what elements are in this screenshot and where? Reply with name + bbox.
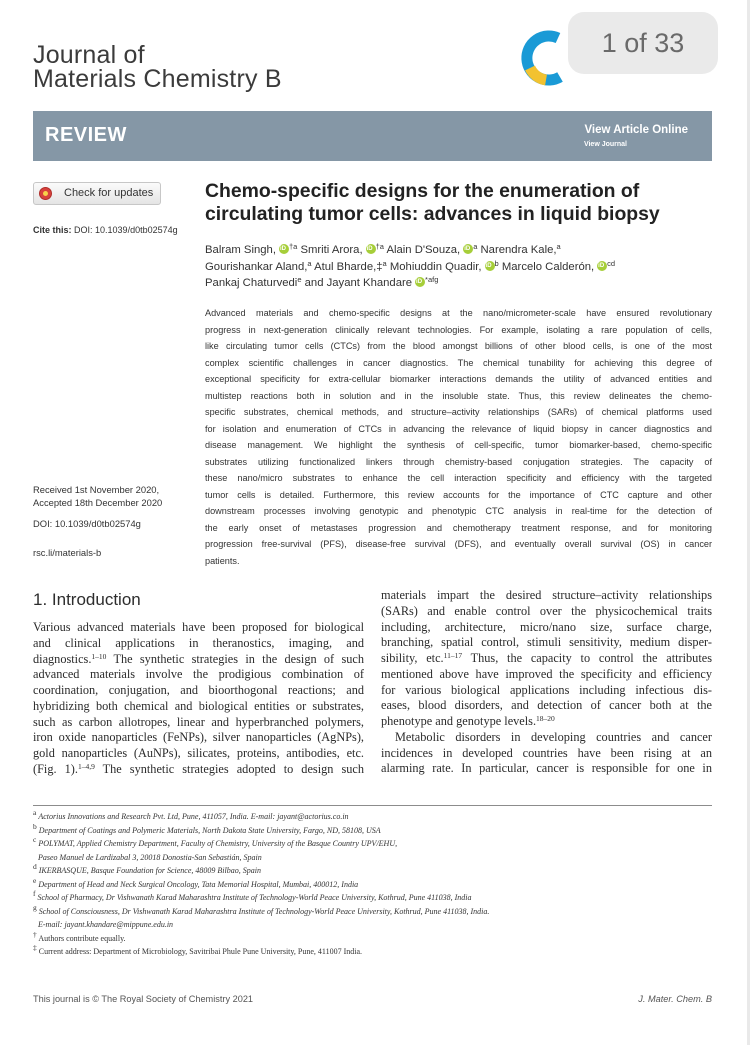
body-column-right [381,588,712,777]
author-affiliation-mark: cd [607,258,616,268]
body-line: such as carbon allotropes, linear and hyperbranched polymers, [33,714,364,729]
view-journal-link[interactable]: View Journal [583,141,627,148]
abstract-line: Advanced materials and chemo-specific designs at the nano/micrometer-scale have ensured revolutionary [205,308,712,318]
citation-ref[interactable]: 1–4,9 [77,761,95,771]
body-line: mentioned above have improved the specificity and efficiency [381,666,712,681]
view-article-online-link[interactable]: View Article Online [584,124,688,136]
abstract-line: for isolation and enumeration of CTCs in advancing the relevance of liquid biopsy in cancer diagnostics and [205,423,712,434]
footnote: † Authors contribute equally. [33,929,126,943]
footnote-mark: b [33,821,37,831]
citation-ref[interactable]: 1–10 [91,651,107,661]
footer-journal-abbrev: J. Mater. Chem. B [638,994,712,1004]
abstract-line: tumor cells is detailed. Furthermore, this review accounts for the importance of CTC capture and other [205,489,712,500]
abstract-line: the early onset of metastases progression and chemotherapy treatment response, and for monitoring [205,522,712,533]
abstract [205,305,712,569]
body-line: Various advanced materials have been proposed for biological [33,620,364,634]
footnote: $^f$ School of Pharmacy, Dr Vishwanath Karad Maharashtra Institute of Technology-World Peace University, Kothrud, Pune 411038, India [33,889,472,902]
orcid-icon[interactable] [279,244,289,254]
author-name: Mohiuddin Quadir, [389,260,482,273]
footnote: $^a$ Actorius Innovations and Research Pvt. Ltd, Pune, 411057, India. E-mail: jayant@actorius.co.in [33,808,349,821]
orcid-icon[interactable] [463,244,473,254]
section-heading: 1. Introduction [33,590,141,609]
footer-copyright: This journal is © The Royal Society of Chemistry 2021 [33,994,254,1004]
body-line: incidences in developed countries have been rising at an [381,745,712,760]
author-name: Atul Bharde,‡ [314,260,383,273]
author-name: Pankaj Chaturvedi [205,277,298,289]
author-name: Marcelo Calderón, [501,260,595,273]
body-line: phenotype and genotype levels.$^{18-20}$ [381,714,555,728]
orcid-icon[interactable] [415,277,425,287]
abstract-line: substrates utilizing functionalized linkers through chemistry-based conjugation strategies. The capacity of [205,456,712,467]
cite-label: Cite this: [33,225,72,235]
author-name: Narendra Kale, [480,244,557,256]
body-line: alarming rate. In particular, cancer is responsible for one in [381,761,712,776]
author-affiliation-mark: a [307,258,312,268]
abstract-line: these nano/micro substrates to enhance the cell interaction specificity and efficiency with the targeted [205,473,712,483]
abstract-line: exceptional specificity for extra-cellular biomarker interactions demands the utility of advanced entities and [205,374,712,384]
footnote-mark: e [33,875,37,885]
body-line: Metabolic disorders in developing countries and cancer [395,729,712,744]
body-line: advanced materials involve the prodigious combination of [33,667,364,682]
author-name: and Jayant Khandare [304,277,413,289]
footnote: $^d$ IKERBASQUE, Basque Foundation for Science, 48009 Bilbao, Spain [33,862,261,875]
author-affiliation-mark: †a [375,242,384,251]
abstract-line: downstream processes involving genotypic and phenotypic CTC analysis in real-time for the detection of [205,506,712,516]
body-line: sibility, etc.$^{11-17}$ Thus, the capacity to control the attributes [381,651,712,665]
footnote: $^g$ School of Consciousness, Dr Vishwanath Karad Maharashtra Institute of Technology-World Peace University, Kothrud, Pune 411038, India. [33,902,490,916]
footnote: E-mail: jayant.khandare@mippune.edu.in [38,920,174,929]
abstract-line: progression free-survival (PFS), disease-free survival (DFS), and eventually overall survival (OS) in cancer [205,539,712,549]
citation-ref[interactable]: 11–17 [443,651,463,660]
body-line: eases, blood disorders, and detection of cancer both at the [381,698,712,713]
body-column-left [33,620,364,778]
author-name: Smriti Arora, [300,244,363,256]
body-line: (Fig. 1).$^{1-4,9}$ The synthetic strategies adopted to design such [33,761,364,776]
journal-link[interactable]: rsc.li/materials-b [33,547,102,558]
author-list [205,242,710,292]
footnote: $^c$ POLYMAT, Applied Chemistry Department, Faculty of Chemistry, University of the Basque Country UPV/EHU, [33,835,398,848]
author-affiliation-mark: *afg [425,275,439,284]
journal-title [33,43,282,91]
abstract-line: specific substrates, chemical methods, and structure–activity relationships (SARs) of chemical platforms used [205,407,712,417]
footnote-divider [33,805,712,806]
orcid-icon[interactable] [485,261,495,271]
author-affiliation-mark: a [556,242,561,251]
citation-ref[interactable]: 18–20 [536,714,555,723]
orcid-icon[interactable] [366,244,376,254]
received-date: Received 1st November 2020, [33,484,160,495]
footnote-mark: d [33,862,37,871]
page-indicator: 1 of 33 [568,12,718,74]
author-affiliation-mark: e [297,275,302,284]
review-banner [33,111,712,161]
body-line: and clinical applications in theranostics, imaging, and [33,635,364,650]
body-line: for various biological applications including infectious dis- [381,682,712,697]
article-title [205,180,705,226]
footnote-mark: f [33,889,36,898]
crossmark-icon [39,187,52,200]
body-line: including, architecture, micro/nano size, surface charge, [381,619,712,634]
author-name: Gourishankar Aland, [205,260,308,273]
check-for-updates-button[interactable] [33,182,161,205]
cite-this [33,225,178,235]
abstract-line: multistep reactions both in solution and in the insoluble state. Thus, this review delineates the chemo- [205,390,712,401]
author-affiliation-mark: a [382,258,387,268]
body-line: diagnostics.$^{1-10}$ The synthetic strategies in the design of such [33,651,364,666]
author-name: Balram Singh, [205,244,276,256]
body-line: branching, spatial control, stimuli sensitivity, medium disper- [381,635,712,650]
received-accepted [33,483,162,509]
orcid-icon[interactable] [597,261,607,271]
body-line: iron oxide nanoparticles (FeNPs), silver nanoparticles (AgNPs), [33,730,364,745]
journal-title-line1: Journal of [33,41,145,69]
footnote: $^b$ Department of Coatings and Polymeric Materials, North Dakota State University, Fargo, ND, 58108, USA [33,821,381,835]
body-line: gold nanoparticles (AuNPs), silicates, proteins, antibodies, etc. [33,746,364,760]
footnote-mark: c [33,835,37,844]
footnote: $^e$ Department of Head and Neck Surgical Oncology, Tata Memorial Hospital, Mumbai, 400012, India [33,875,359,889]
author-affiliation-mark: †a [288,242,298,251]
article-title-line1: Chemo-specific designs for the enumeration of [205,180,640,202]
footnote-mark: a [33,808,37,817]
abstract-line: progress in next-generation clinically relevant technologies. For example, isolating a rare population of cells, [205,324,712,335]
abstract-line: disease management. We highlight the synthesis of cell-specific, tumor biomarker-based, chemo-specific [205,440,712,450]
article-doi[interactable]: DOI: 10.1039/d0tb02574g [33,518,141,529]
accepted-date: Accepted 18th December 2020 [33,497,163,508]
author-name: Alain D'Souza, [386,244,461,256]
check-for-updates-label: Check for updates [64,187,154,199]
author-affiliation-mark: b [494,258,499,268]
article-type-label: REVIEW [45,124,127,146]
article-title-line2: circulating tumor cells: advances in liquid biopsy [205,203,660,225]
footnote: ‡ Current address: Department of Microbiology, Savitribai Phule Pune University, Pune, 411007 India. [33,943,363,956]
author-affiliation-mark: a [473,242,478,251]
journal-title-line2: Materials Chemistry B [33,65,282,93]
body-line: hybridizing both chemical and biological entities or substrates, [33,698,364,713]
footnote-mark: ‡ [33,943,37,952]
abstract-line: patients. [205,555,240,566]
abstract-line: like circulating tumor cells (CTCs) from the blood amongst billions of other blood cells, is one of the most [205,341,712,351]
cite-doi[interactable]: DOI: 10.1039/d0tb02574g [74,225,178,235]
footnote: Paseo Manuel de Lardizabal 3, 20018 Donostia-San Sebastián, Spain [38,852,262,862]
footnote-mark: † [33,929,37,939]
abstract-line: complex scientific challenges in cancer diagnostics. The chemical tunability for achieving this degree of [205,357,712,368]
footnote-mark: g [33,902,37,912]
body-line: coordination, conjugation, and bioorthogonal reactions; and [33,683,364,697]
body-line: materials impart the desired structure–activity relationships [381,588,712,602]
affiliations-footnotes [33,810,712,959]
body-line: (SARs) and enable control over the physicochemical traits [381,603,712,618]
